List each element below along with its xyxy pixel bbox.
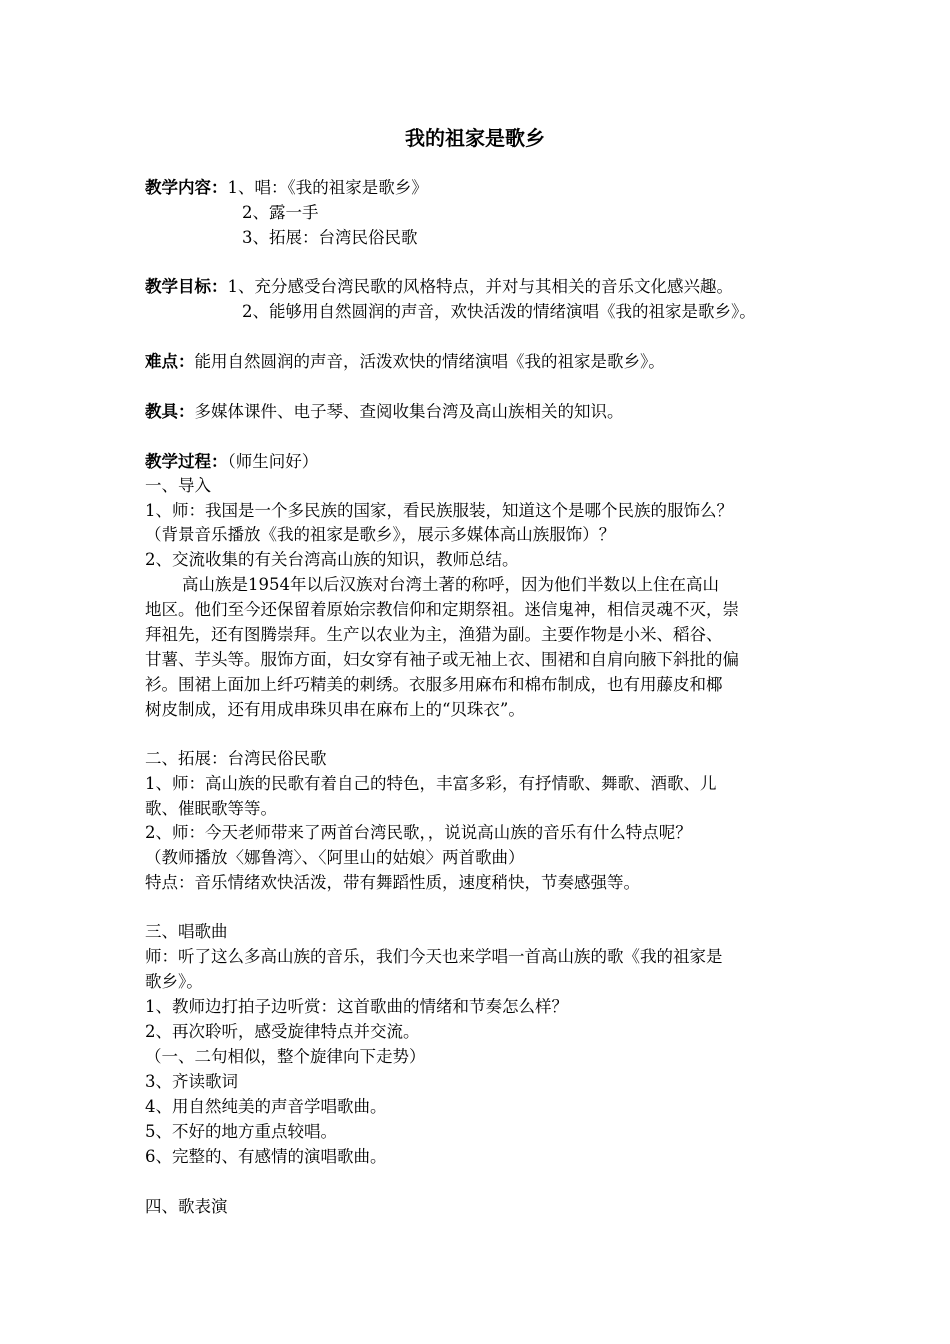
section1-line: （背景音乐播放《我的祖家是歌乡》，展示多媒体高山族服饰）？ — [145, 525, 616, 544]
goals-item: 2、能够用自然圆润的声音，欢快活泼的情绪演唱《我的祖家是歌乡》。 — [242, 302, 756, 321]
section2-line: 2、师：今天老师带来了两首台湾民歌，，说说高山族的音乐有什么特点呢？ — [145, 823, 692, 842]
section3-line: 1、教师边打拍子边听赏：这首歌曲的情绪和节奏怎么样？ — [145, 997, 568, 1016]
content-item: 1、唱：《我的祖家是歌乡》 — [227, 178, 428, 197]
document-title: 我的祖家是歌乡 — [405, 126, 545, 150]
section4-heading: 四、歌表演 — [145, 1197, 228, 1216]
content-item: 3、拓展：台湾民俗民歌 — [242, 228, 418, 247]
process-text: （师生问好） — [227, 452, 319, 471]
difficulty-text: 能用自然圆润的声音，活泼欢快的情绪演唱《我的祖家是歌乡》。 — [194, 352, 665, 371]
section1-para-line: 地区。他们至今还保留着原始宗教信仰和定期祭祖。迷信鬼神，相信灵魂不灭，崇 — [145, 600, 739, 619]
section3-line: 师：听了这么多高山族的音乐，我们今天也来学唱一首高山族的歌《我的祖家是 — [145, 947, 723, 966]
section2-line: 特点：音乐情绪欢快活泼，带有舞蹈性质，速度稍快，节奏感强等。 — [145, 873, 640, 892]
difficulty-label: 难点： — [145, 352, 195, 371]
content-item: 2、露一手 — [242, 203, 319, 222]
process-label: 教学过程： — [145, 452, 228, 471]
section3-line: （一、二句相似，整个旋律向下走势） — [145, 1047, 426, 1066]
section1-heading: 一、导入 — [145, 476, 211, 495]
section1-para-line: 拜祖先，还有图腾崇拜。生产以农业为主，渔猎为副。主要作物是小米、稻谷、 — [145, 625, 723, 644]
section2-line: 1、师：高山族的民歌有着自己的特色，丰富多彩，有抒情歌、舞歌、酒歌、儿 — [145, 774, 717, 793]
section3-heading: 三、唱歌曲 — [145, 922, 228, 941]
goals-label: 教学目标： — [145, 277, 228, 296]
tools-line — [145, 400, 624, 424]
section3-line: 6、完整的、有感情的演唱歌曲。 — [145, 1147, 387, 1166]
section3-line: 5、不好的地方重点较唱。 — [145, 1122, 337, 1141]
tools-text: 多媒体课件、电子琴、查阅收集台湾及高山族相关的知识。 — [194, 402, 624, 421]
section1-para-line: 树皮制成，还有用成串珠贝串在麻布上的“贝珠衣”。 — [145, 700, 525, 719]
section2-heading: 二、拓展：台湾民俗民歌 — [145, 749, 327, 768]
section2-line: （教师播放〈娜鲁湾〉、〈阿里山的姑娘〉两首歌曲） — [145, 848, 525, 867]
content-label: 教学内容： — [145, 178, 228, 197]
section2-line: 歌、催眠歌等等。 — [145, 799, 277, 818]
process-line — [145, 450, 318, 474]
section1-line: 1、师：我国是一个多民族的国家，看民族服装，知道这个是哪个民族的服饰么？ — [145, 501, 733, 520]
section1-para-line: 衫。围裙上面加上纤巧精美的刺绣。衣服多用麻布和棉布制成，也有用藤皮和椰 — [145, 675, 723, 694]
section3-line: 歌乡》。 — [145, 972, 203, 991]
section1-para-line: 高山族是1954年以后汉族对台湾土著的称呼，因为他们半数以上住在高山 — [182, 575, 719, 594]
section3-line: 4、用自然纯美的声音学唱歌曲。 — [145, 1097, 387, 1116]
goals-item: 1、充分感受台湾民歌的风格特点，并对与其相关的音乐文化感兴趣。 — [227, 277, 733, 296]
difficulty-line — [145, 350, 665, 374]
section1-line: 2、交流收集的有关台湾高山族的知识，教师总结。 — [145, 550, 519, 569]
content-line-1 — [145, 176, 428, 200]
section1-para-line: 甘薯、芋头等。服饰方面，妇女穿有袖子或无袖上衣、围裙和自肩向腋下斜批的偏 — [145, 650, 739, 669]
tools-label: 教具： — [145, 402, 195, 421]
goals-line-1 — [145, 275, 733, 299]
section3-line: 3、齐读歌词 — [145, 1072, 238, 1091]
section3-line: 2、再次聆听，感受旋律特点并交流。 — [145, 1022, 420, 1041]
